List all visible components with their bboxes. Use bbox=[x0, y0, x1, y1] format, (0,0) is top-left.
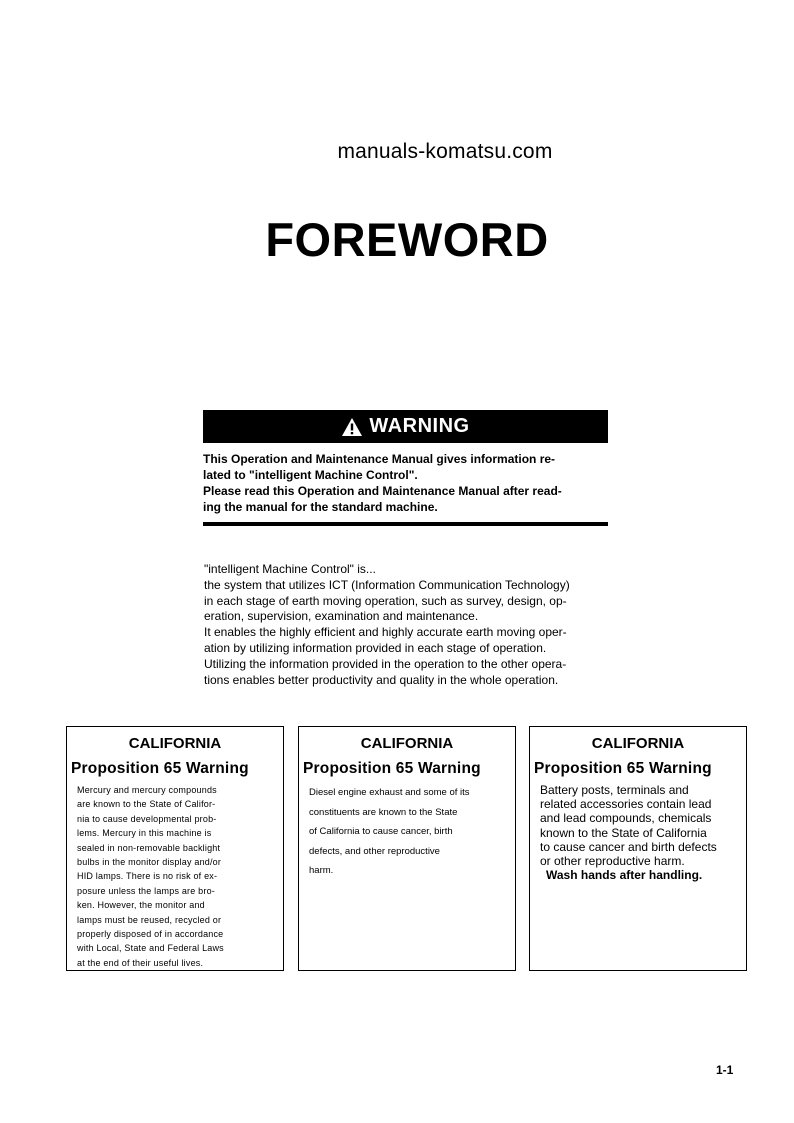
prop65-state: CALIFORNIA bbox=[360, 735, 454, 752]
prop65-line: defects, and other reproductive bbox=[309, 845, 440, 857]
prop65-line: properly disposed of in accordance bbox=[77, 929, 224, 940]
prop65-state: CALIFORNIA bbox=[128, 735, 222, 752]
warning-line: ing the manual for the standard machine. bbox=[203, 500, 438, 514]
warning-banner bbox=[203, 410, 608, 443]
prop65-line: at the end of their useful lives. bbox=[77, 957, 204, 968]
prop65-line: of California to cause cancer, birth bbox=[309, 826, 453, 837]
warning-line: Please read this Operation and Maintenance Manual after read- bbox=[203, 484, 562, 498]
prop65-line: to cause cancer and birth defects bbox=[540, 839, 717, 854]
prop65-box-battery bbox=[529, 726, 747, 971]
prop65-line: Mercury and mercury compounds bbox=[77, 785, 217, 795]
prop65-line: lems. Mercury in this machine is bbox=[77, 828, 212, 839]
imc-line: tions enables better productivity and quality in the whole operation. bbox=[204, 672, 559, 687]
prop65-line: lamps must be reused, recycled or bbox=[77, 914, 222, 925]
prop65-line: ken. However, the monitor and bbox=[77, 900, 205, 911]
prop65-line: sealed in non-removable backlight bbox=[77, 842, 221, 853]
prop65-line: with Local, State and Federal Laws bbox=[77, 943, 224, 954]
prop65-state: CALIFORNIA bbox=[591, 735, 685, 752]
prop65-emphasis: Wash hands after handling. bbox=[546, 868, 703, 883]
prop65-title: Proposition 65 Warning bbox=[303, 760, 481, 777]
warning-text bbox=[203, 443, 608, 526]
page-number: 1-1 bbox=[716, 1063, 734, 1077]
prop65-line: constituents are known to the State bbox=[309, 806, 458, 818]
page-title: FOREWORD bbox=[265, 213, 549, 266]
prop65-title: Proposition 65 Warning bbox=[71, 760, 249, 777]
prop65-line: and lead compounds, chemicals bbox=[540, 811, 712, 826]
prop65-box-mercury bbox=[66, 726, 284, 971]
imc-line: ation by utilizing information provided in each stage of operation. bbox=[204, 640, 547, 655]
imc-line: It enables the highly efficient and highly accurate earth moving oper- bbox=[204, 625, 567, 640]
imc-line: the system that utilizes ICT (Information Communication Technology) bbox=[204, 577, 570, 592]
warning-line: lated to "intelligent Machine Control". bbox=[203, 468, 418, 482]
prop65-line: are known to the State of Califor- bbox=[77, 799, 216, 810]
imc-line: eration, supervision, examination and maintenance. bbox=[204, 609, 479, 624]
prop65-line: posure unless the lamps are bro- bbox=[77, 885, 215, 896]
prop65-line: related accessories contain lead bbox=[540, 797, 712, 812]
prop65-line: Battery posts, terminals and bbox=[540, 783, 689, 797]
prop65-box-diesel bbox=[298, 726, 516, 971]
prop65-line: harm. bbox=[309, 865, 334, 876]
prop65-line: bulbs in the monitor display and/or bbox=[77, 857, 222, 868]
prop65-text bbox=[530, 783, 746, 882]
imc-description bbox=[204, 562, 608, 688]
prop65-line: nia to cause developmental prob- bbox=[77, 813, 217, 824]
prop65-line: Diesel engine exhaust and some of its bbox=[309, 787, 470, 798]
site-url: manuals-komatsu.com bbox=[337, 140, 553, 163]
prop65-text bbox=[67, 783, 283, 970]
prop65-line: or other reproductive harm. bbox=[540, 854, 685, 869]
warning-line: This Operation and Maintenance Manual gives information re- bbox=[203, 452, 556, 466]
prop65-title: Proposition 65 Warning bbox=[534, 760, 712, 777]
warning-block bbox=[203, 410, 608, 526]
imc-line: Utilizing the information provided in the operation to the other opera- bbox=[204, 656, 567, 671]
imc-line: in each stage of earth moving operation, such as survey, design, op- bbox=[204, 593, 567, 608]
warning-triangle-icon bbox=[341, 417, 363, 437]
prop65-line: HID lamps. There is no risk of ex- bbox=[77, 871, 218, 882]
prop65-text bbox=[299, 783, 515, 881]
warning-label: WARNING bbox=[369, 415, 470, 437]
imc-line: "intelligent Machine Control" is... bbox=[204, 562, 376, 576]
prop65-line: known to the State of California bbox=[540, 825, 707, 840]
